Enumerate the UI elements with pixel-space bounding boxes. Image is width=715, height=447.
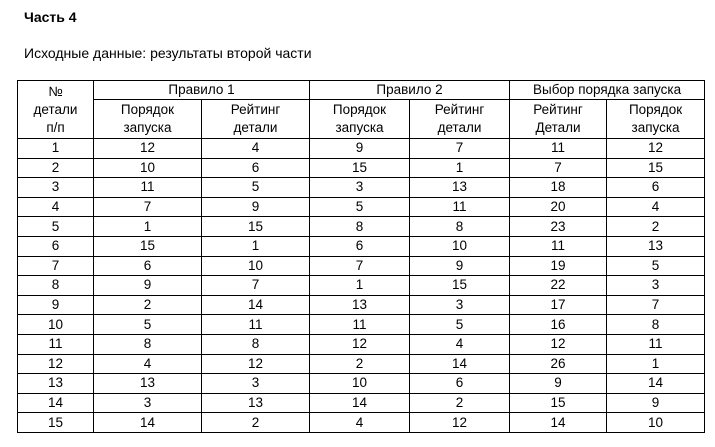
table-cell: 11 (94, 178, 202, 198)
table-cell: 3 (607, 276, 705, 296)
row-number-cell: 2 (18, 158, 94, 178)
group-header-row (18, 81, 705, 100)
table-cell: 22 (510, 276, 607, 296)
table-cell: 7 (607, 295, 705, 315)
table-cell: 2 (310, 354, 410, 374)
row-number-cell: 13 (18, 374, 94, 394)
table-row (18, 354, 705, 374)
row-number-cell: 8 (18, 276, 94, 296)
table-cell: 5 (202, 178, 310, 198)
group-header-launch-order-choice: Выбор порядка запуска (510, 81, 705, 100)
table-row (18, 197, 705, 217)
table-cell: 12 (510, 334, 607, 354)
table-cell: 13 (202, 393, 310, 413)
group-header-rule-2: Правило 2 (310, 81, 510, 100)
table-cell: 9 (202, 197, 310, 217)
table-cell: 20 (510, 197, 607, 217)
row-number-cell: 12 (18, 354, 94, 374)
table-cell: 9 (94, 276, 202, 296)
table-cell: 12 (410, 413, 510, 433)
table-cell: 12 (310, 334, 410, 354)
table-row (18, 217, 705, 237)
row-number-cell: 9 (18, 295, 94, 315)
table-row (18, 256, 705, 276)
sub-header: Рейтинг детали (410, 100, 510, 139)
table-cell: 5 (94, 315, 202, 335)
sub-header: Рейтинг Детали (510, 100, 607, 139)
row-number-cell: 15 (18, 413, 94, 433)
table-cell: 12 (202, 354, 310, 374)
table-cell: 14 (607, 374, 705, 394)
row-number-cell: 3 (18, 178, 94, 198)
table-cell: 15 (410, 276, 510, 296)
table-cell: 11 (510, 139, 607, 159)
table-cell: 14 (410, 354, 510, 374)
table-row (18, 393, 705, 413)
table-cell: 17 (510, 295, 607, 315)
table-cell: 1 (607, 354, 705, 374)
table-cell: 6 (310, 236, 410, 256)
sub-header: Рейтинг детали (202, 100, 310, 139)
table-cell: 15 (202, 217, 310, 237)
table-cell: 4 (202, 139, 310, 159)
table-cell: 11 (510, 236, 607, 256)
table-cell: 4 (310, 413, 410, 433)
table-cell: 3 (202, 374, 310, 394)
table-cell: 13 (94, 374, 202, 394)
table-cell: 11 (410, 197, 510, 217)
table-cell: 18 (510, 178, 607, 198)
table-cell: 3 (310, 178, 410, 198)
table-cell: 10 (94, 158, 202, 178)
table-cell: 2 (410, 393, 510, 413)
table-cell: 15 (607, 158, 705, 178)
table-cell: 19 (510, 256, 607, 276)
row-number-cell: 7 (18, 256, 94, 276)
table-cell: 4 (94, 354, 202, 374)
table-cell: 10 (607, 413, 705, 433)
table-cell: 8 (607, 315, 705, 335)
page-heading: Часть 4 (24, 9, 77, 25)
table-row (18, 295, 705, 315)
table-row (18, 178, 705, 198)
table-cell: 1 (202, 236, 310, 256)
group-header-rule-1: Правило 1 (94, 81, 310, 100)
results-table (17, 80, 705, 433)
row-number-cell: 10 (18, 315, 94, 335)
sub-header: Порядок запуска (607, 100, 705, 139)
table-row (18, 374, 705, 394)
table-cell: 3 (94, 393, 202, 413)
table-row (18, 139, 705, 159)
table-row (18, 236, 705, 256)
table-cell: 6 (202, 158, 310, 178)
table-cell: 6 (607, 178, 705, 198)
table-cell: 5 (410, 315, 510, 335)
table-cell: 9 (607, 393, 705, 413)
table-cell: 15 (310, 158, 410, 178)
table-row (18, 276, 705, 296)
table-cell: 26 (510, 354, 607, 374)
row-number-cell: 6 (18, 236, 94, 256)
table-caption: Исходные данные: результаты второй части (24, 45, 312, 61)
table-cell: 15 (94, 236, 202, 256)
table-cell: 14 (94, 413, 202, 433)
table-cell: 14 (510, 413, 607, 433)
table-cell: 8 (310, 217, 410, 237)
sub-header: Порядок запуска (310, 100, 410, 139)
table-cell: 7 (510, 158, 607, 178)
table-body (18, 139, 705, 433)
table-cell: 6 (94, 256, 202, 276)
table-cell: 1 (310, 276, 410, 296)
table-cell: 11 (607, 334, 705, 354)
table-cell: 9 (310, 139, 410, 159)
table-cell: 12 (607, 139, 705, 159)
table-cell: 7 (94, 197, 202, 217)
table-cell: 5 (310, 197, 410, 217)
table-cell: 7 (410, 139, 510, 159)
table-cell: 14 (202, 295, 310, 315)
table-cell: 14 (310, 393, 410, 413)
table-cell: 8 (202, 334, 310, 354)
table-cell: 15 (510, 393, 607, 413)
table-cell: 9 (410, 256, 510, 276)
table-cell: 7 (202, 276, 310, 296)
table-cell: 1 (94, 217, 202, 237)
table-row (18, 315, 705, 335)
table-cell: 13 (310, 295, 410, 315)
table-row (18, 334, 705, 354)
table-cell: 16 (510, 315, 607, 335)
table-cell: 23 (510, 217, 607, 237)
table-cell: 11 (310, 315, 410, 335)
sub-header-row (18, 100, 705, 139)
table-row (18, 413, 705, 433)
table-cell: 11 (202, 315, 310, 335)
row-number-cell: 14 (18, 393, 94, 413)
row-number-cell: 1 (18, 139, 94, 159)
table-cell: 7 (310, 256, 410, 276)
row-number-cell: 4 (18, 197, 94, 217)
table-cell: 3 (410, 295, 510, 315)
table-cell: 2 (607, 217, 705, 237)
table-row (18, 158, 705, 178)
table-cell: 5 (607, 256, 705, 276)
table-cell: 2 (202, 413, 310, 433)
index-column-header: № детали п/п (18, 81, 94, 139)
table-cell: 2 (94, 295, 202, 315)
table-cell: 4 (410, 334, 510, 354)
table-cell: 8 (410, 217, 510, 237)
table-cell: 1 (410, 158, 510, 178)
table-cell: 10 (310, 374, 410, 394)
table-cell: 10 (202, 256, 310, 276)
table-cell: 4 (607, 197, 705, 217)
table-cell: 6 (410, 374, 510, 394)
row-number-cell: 11 (18, 334, 94, 354)
table-cell: 12 (94, 139, 202, 159)
table-cell: 8 (94, 334, 202, 354)
row-number-cell: 5 (18, 217, 94, 237)
table-cell: 10 (410, 236, 510, 256)
table-cell: 13 (607, 236, 705, 256)
table-cell: 9 (510, 374, 607, 394)
table-cell: 13 (410, 178, 510, 198)
sub-header: Порядок запуска (94, 100, 202, 139)
